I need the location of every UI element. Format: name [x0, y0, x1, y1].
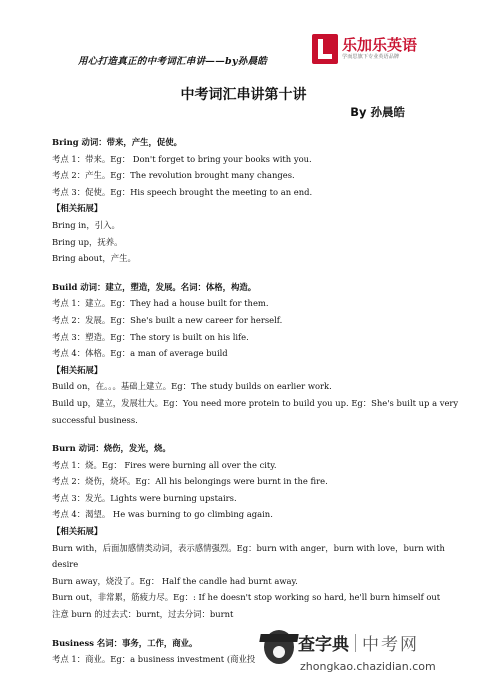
watermark-url: zhongkao.chazidian.com [300, 660, 436, 673]
graduation-cap-icon [264, 630, 294, 664]
section-heading: 【相关拓展】 [52, 203, 103, 214]
text-line: 注意 burn 的过去式：burnt，过去分词：burnt [52, 609, 234, 620]
section-heading: Burn 动词：烧伤，发光，烧。 [52, 443, 171, 454]
header-tagline: 用心打造真正的中考词汇串讲——by孙晨皓 [78, 56, 268, 67]
text-line: 考点 1：商业。Eg：a business investment (商业投 [52, 654, 256, 665]
logo-name: 乐加乐英语 [342, 36, 418, 54]
section-heading: 【相关拓展】 [52, 526, 103, 537]
text-line: Build up，建立，发展壮大。Eg：You need more protein to build you up. Eg：She's built up a very [52, 397, 459, 408]
text-line: Burn out，非常累，筋疲力尽。Eg：: If he doesn't stop working so hard, he'll burn himself out [52, 592, 441, 603]
author-byline: By 孙晨皓 [350, 105, 405, 119]
document-title: 中考词汇串讲第十讲 [180, 87, 307, 103]
text-line: Burn with，后面加感情类动词，表示感情强烈。Eg：burn with anger，burn with love，burn with [52, 542, 445, 553]
text-line: 考点 3：促使。Eg：His speech brought the meeting to an end. [52, 186, 313, 197]
text-line: 考点 1：带来。Eg： Don't forget to bring your books with you. [52, 153, 312, 164]
lesson-body [52, 134, 459, 668]
text-line: 考点 1：烧。Eg： Fires were burning all over the city. [52, 459, 277, 470]
text-line: 考点 3：塑造。Eg：The story is built on his life. [52, 331, 249, 342]
text-line: successful business. [52, 414, 138, 425]
text-line: 考点 2：产生。Eg：The revolution brought many changes. [52, 170, 295, 181]
text-line: Build on，在。。。基础上建立。Eg：The study builds on earlier work. [52, 381, 332, 392]
section-gap [52, 428, 442, 440]
watermark-subname: 中考网 [362, 635, 419, 655]
text-line: Bring in，引入。 [52, 219, 120, 230]
brand-logo [312, 30, 432, 68]
site-watermark [264, 626, 474, 686]
text-line: 考点 4：渴望。 He was burning to go climbing again. [52, 509, 273, 520]
text-line: Bring up，抚养。 [52, 236, 123, 247]
section-heading: Business 名词：事务，工作，商业。 [52, 637, 198, 648]
watermark-name: 查字典 [298, 635, 349, 655]
section-gap [52, 267, 442, 279]
section-heading: Bring 动词：带来，产生，促使。 [52, 137, 183, 147]
text-line: desire [52, 559, 79, 570]
text-line: 考点 2：烧伤，烧坏。Eg：All his belongings were burnt in the fire. [52, 476, 328, 487]
text-line: 考点 3：发光。Lights were burning upstairs. [52, 492, 237, 503]
logo-icon [312, 34, 338, 64]
logo-slogan: 学而思旗下专业英语品牌 [342, 54, 400, 60]
section-heading: 【相关拓展】 [52, 364, 103, 375]
text-line: Burn away，烧没了。Eg： Half the candle had burnt away. [52, 575, 298, 586]
text-line: 考点 1：建立。Eg：They had a house built for them. [52, 298, 269, 309]
text-line: 考点 2：发展。Eg：She's built a new career for herself. [52, 314, 283, 325]
text-line: Bring about，产生。 [52, 253, 136, 264]
section-heading: Build 动词：建立，塑造，发展。名词：体格，构造。 [52, 281, 257, 292]
text-line: 考点 4：体格。Eg：a man of average build [52, 348, 228, 359]
